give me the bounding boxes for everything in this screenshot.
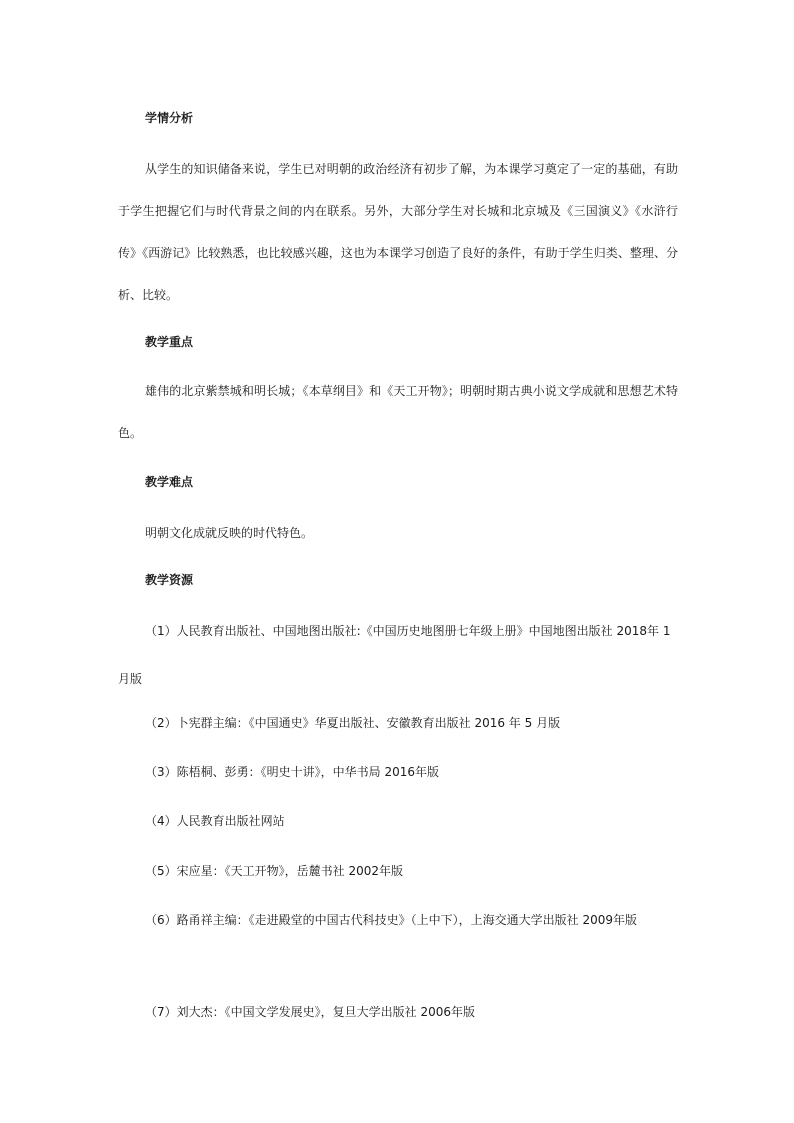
analysis-paragraph: 从学生的知识储备来说，学生已对明朝的政治经济有初步了解，为本课学习奠定了一定的基础，有助于学生把握它们与时代背景之间的内在联系。另外，大部分学生对长城和北京城及《三国演义》《水浒行传》《西游记》比较熟悉，也比较感兴趣，这也为本课学习创造了良好的条件，有助于学生归类、整理、分析、比较。 xyxy=(118,162,678,302)
resource-item-2: （2）卜宪群主编：《中国通史》华夏出版社、安徽教育出版社 2016 年 5 月版 xyxy=(145,716,561,730)
resource-item-4: （4）人民教育出版社网站 xyxy=(145,814,285,828)
section-heading-key-points: 教学重点 xyxy=(145,335,194,349)
section-heading-resources: 教学资源 xyxy=(145,573,194,587)
resource-item-3: （3）陈梧桐、彭勇：《明史十讲》，中华书局 2016年版 xyxy=(145,765,439,779)
section-heading-difficulties: 教学难点 xyxy=(145,475,194,489)
key-points-paragraph: 雄伟的北京紫禁城和明长城；《本草纲目》和《天工开物》；明朝时期古典小说文学成就和思想艺术特色。 xyxy=(118,384,678,440)
difficulties-paragraph: 明朝文化成就反映的时代特色。 xyxy=(145,526,314,540)
resource-item-1: （1）人民教育出版社、中国地图出版社:《中国历史地图册七年级上册》中国地图出版社 2018年 1月版 xyxy=(118,624,671,686)
resource-item-6: （6）路甬祥主编：《走进殿堂的中国古代科技史》（上中下），上海交通大学出版社 2009年版 xyxy=(145,913,637,927)
section-heading-analysis: 学情分析 xyxy=(145,111,194,125)
resource-item-7: （7）刘大杰：《中国文学发展史》，复旦大学出版社 2006年版 xyxy=(145,1005,475,1019)
resource-item-5: （5）宋应星：《天工开物》，岳麓书社 2002年版 xyxy=(145,864,403,878)
